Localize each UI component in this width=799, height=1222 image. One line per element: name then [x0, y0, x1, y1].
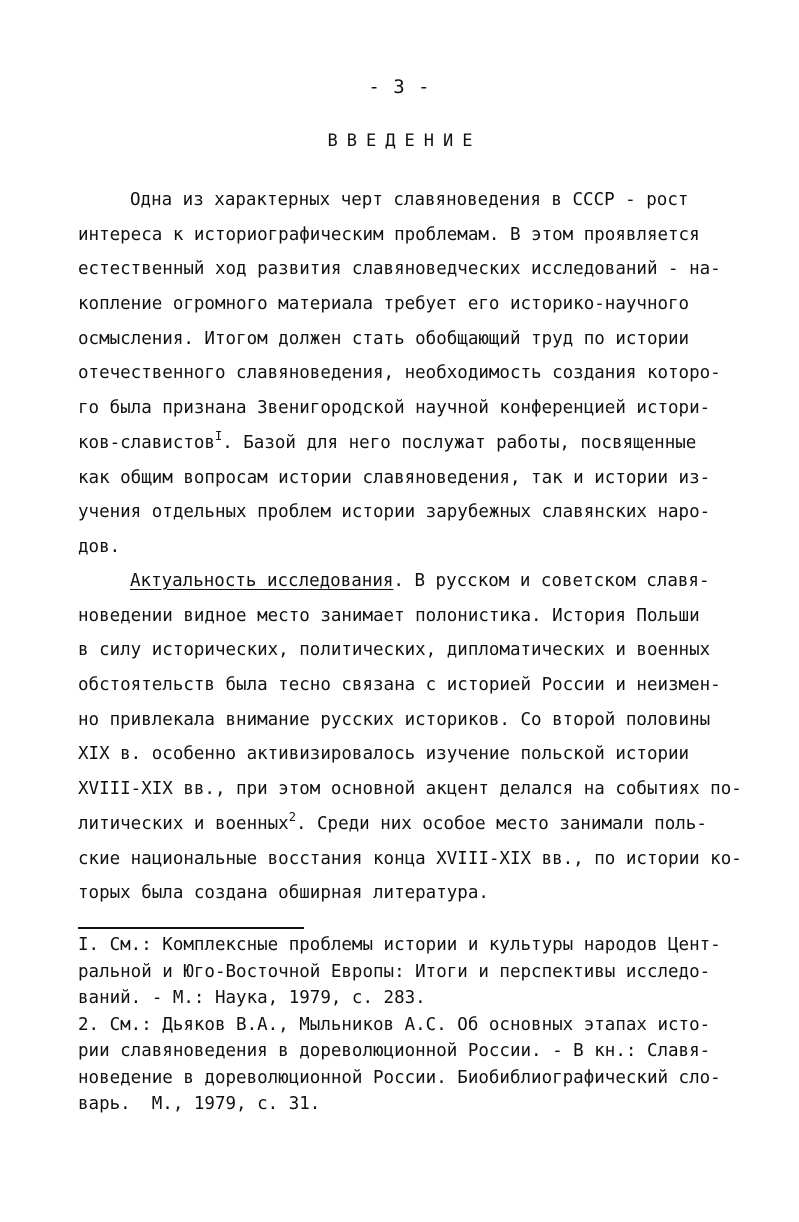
text-line: дов. — [78, 536, 121, 557]
section-heading: ВВЕДЕНИЕ — [327, 131, 482, 151]
footnote-line: варь. М., 1979, с. 31. — [78, 1094, 321, 1114]
footnotes — [78, 932, 730, 1118]
text-line: интереса к историографическим проблемам. В этом проявляется — [78, 224, 700, 245]
paragraph-intro — [78, 183, 730, 565]
text-fragment: . Среди них особое место занимали поль- — [295, 813, 707, 834]
footnote-ref-2: 2 — [288, 809, 296, 824]
text-line — [78, 426, 730, 461]
footnote-divider — [78, 927, 304, 929]
text-line: осмысления. Итогом должен стать обобщающий труд по истории — [78, 328, 690, 349]
footnote-line: 2. См.: Дьяков В.А., Мыльников А.С. Об основных этапах исто- — [78, 1014, 711, 1035]
text-line: естественный ход развития славяноведческих исследований - на- — [78, 259, 721, 280]
text-line: XIX в. особенно активизировалось изучение польской истории — [78, 744, 690, 765]
footnote-ref-1: I — [214, 428, 223, 443]
text-line — [78, 807, 730, 842]
text-line: как общим вопросам истории славяноведения, так и истории из- — [78, 467, 711, 488]
text-line: учения отдельных проблем истории зарубежных славянских наро- — [78, 502, 711, 523]
text-line: обстоятельств была тесно связана с историей России и неизмен- — [78, 675, 721, 696]
paragraph-relevance — [78, 564, 742, 911]
footnote-line: рии славяноведения в дореволюционной России. - В кн.: Славя- — [78, 1041, 711, 1061]
underlined-lead: Актуальность исследования — [130, 571, 394, 591]
footnote-line: ральной и Юго-Восточной Европы: Итоги и перспективы исследо- — [78, 961, 711, 982]
page-number: - 3 - — [368, 76, 431, 98]
footnote-line: новедение в дореволюционной России. Биобиблиографический сло- — [78, 1067, 721, 1088]
footnote-line: I. См.: Комплексные проблемы истории и культуры народов Цент- — [78, 935, 721, 955]
text-line: ские национальные восстания конца XVIII-XIX вв., по истории ко- — [78, 848, 742, 869]
text-line: новедении видное место занимает полонистика. История Польши — [78, 605, 700, 626]
text-line: отечественного славяноведения, необходимость создания которо- — [78, 363, 721, 384]
text-line: XVIII-XIX вв., при этом основной акцент делался на событиях по- — [78, 779, 742, 800]
text-line: в силу исторических, политических, дипломатических и военных — [78, 640, 711, 661]
text-line: го была признана Звенигородской научной конференцией истори- — [78, 398, 711, 419]
text-fragment: . В русском и советском славя- — [393, 571, 710, 591]
text-line: торых была создана обширная литература. — [78, 883, 489, 904]
text-fragment: литических и военных — [78, 813, 289, 834]
text-fragment: ков-славистов — [78, 432, 215, 453]
text-line: копление огромного материала требует его историко-научного — [78, 294, 690, 315]
footnote-line: ваний. - М.: Наука, 1979, с. 283. — [78, 988, 426, 1008]
text-line: но привлекала внимание русских историков. Со второй половины — [78, 709, 711, 730]
text-line: Одна из характерных черт славяноведения в СССР - рост — [130, 190, 689, 210]
text-line — [78, 564, 730, 599]
text-fragment: . Базой для него послужат работы, посвященные — [222, 432, 697, 453]
